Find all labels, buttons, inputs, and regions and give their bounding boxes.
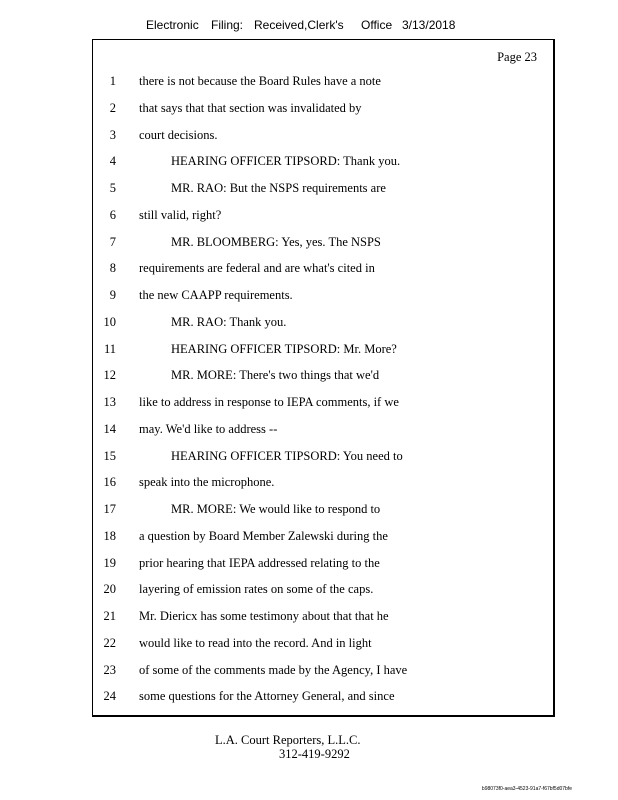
line-text: MR. RAO: But the NSPS requirements are bbox=[171, 181, 386, 195]
transcript-line bbox=[0, 285, 618, 305]
line-text: MR. BLOOMBERG: Yes, yes. The NSPS bbox=[171, 234, 381, 249]
line-text: like to address in response to IEPA comments, if we bbox=[139, 395, 399, 409]
transcript-line bbox=[0, 365, 618, 385]
line-text: HEARING OFFICER TIPSORD: Mr. More? bbox=[171, 341, 397, 356]
line-number: 7 bbox=[109, 234, 116, 249]
transcript-line bbox=[0, 71, 618, 91]
court-reporter-phone: 312-419-9292 bbox=[279, 747, 350, 761]
line-number: 9 bbox=[109, 288, 116, 302]
page-number: Page 23 bbox=[497, 50, 537, 64]
line-number: 22 bbox=[103, 635, 116, 650]
transcript-line bbox=[0, 472, 618, 492]
line-text: there is not because the Board Rules have a note bbox=[139, 74, 381, 88]
transcript-line bbox=[0, 392, 618, 412]
transcript-line bbox=[0, 125, 618, 145]
line-number: 12 bbox=[103, 368, 116, 383]
line-number: 2 bbox=[109, 100, 116, 115]
line-number: 23 bbox=[103, 662, 116, 677]
line-number: 6 bbox=[109, 207, 116, 222]
line-text: requirements are federal and are what's cited in bbox=[139, 261, 375, 276]
line-number: 10 bbox=[103, 314, 116, 329]
line-number: 13 bbox=[103, 395, 116, 409]
line-text: that says that that section was invalidated by bbox=[139, 100, 362, 115]
transcript-line bbox=[0, 98, 618, 118]
line-number: 4 bbox=[109, 154, 116, 169]
filing-stamp-word: Filing: bbox=[211, 18, 244, 32]
line-number: 21 bbox=[103, 609, 116, 623]
transcript-line bbox=[0, 232, 618, 252]
line-text: Mr. Diericx has some testimony about that that he bbox=[139, 609, 389, 623]
line-number: 8 bbox=[109, 261, 116, 276]
transcript-line bbox=[0, 686, 618, 706]
filing-stamp bbox=[146, 18, 466, 36]
transcript-line bbox=[0, 579, 618, 599]
line-text: the new CAAPP requirements. bbox=[139, 288, 293, 302]
line-text: a question by Board Member Zalewski during the bbox=[139, 528, 388, 543]
line-text: court decisions. bbox=[139, 127, 218, 142]
filing-stamp-word: Electronic bbox=[146, 18, 199, 32]
line-number: 14 bbox=[103, 421, 116, 436]
transcript-line bbox=[0, 606, 618, 626]
transcript-line bbox=[0, 419, 618, 439]
transcript-line bbox=[0, 499, 618, 519]
line-text: some questions for the Attorney General, and since bbox=[139, 689, 395, 704]
line-text: of some of the comments made by the Agency, I have bbox=[139, 662, 408, 677]
line-text: still valid, right? bbox=[139, 207, 222, 222]
transcript-line bbox=[0, 258, 618, 278]
filing-stamp-word: Office bbox=[361, 18, 393, 32]
line-number: 24 bbox=[103, 689, 116, 704]
filing-stamp-date: 3/13/2018 bbox=[402, 18, 456, 32]
line-text: HEARING OFFICER TIPSORD: You need to bbox=[171, 448, 403, 463]
line-number: 18 bbox=[103, 528, 116, 543]
transcript-line bbox=[0, 660, 618, 680]
line-text: MR. MORE: We would like to respond to bbox=[171, 502, 381, 516]
line-number: 20 bbox=[103, 582, 116, 597]
transcript-line bbox=[0, 312, 618, 332]
line-number: 1 bbox=[109, 74, 116, 88]
court-reporter-name: L.A. Court Reporters, L.L.C. bbox=[215, 733, 361, 747]
line-text: layering of emission rates on some of the caps. bbox=[139, 582, 374, 597]
line-text: MR. MORE: There's two things that we'd bbox=[171, 368, 380, 383]
transcript-line bbox=[0, 205, 618, 225]
filing-stamp-word: Received,Clerk's bbox=[254, 18, 344, 32]
line-number: 11 bbox=[103, 341, 116, 356]
line-number: 3 bbox=[109, 127, 116, 142]
line-number: 15 bbox=[103, 448, 116, 463]
line-number: 16 bbox=[103, 475, 116, 490]
line-text: would like to read into the record. And in light bbox=[139, 635, 372, 650]
transcript-line bbox=[0, 526, 618, 546]
line-text: HEARING OFFICER TIPSORD: Thank you. bbox=[171, 154, 401, 169]
line-text: speak into the microphone. bbox=[139, 475, 275, 490]
line-number: 17 bbox=[103, 502, 116, 516]
transcript-line bbox=[0, 151, 618, 171]
transcript-line bbox=[0, 446, 618, 466]
line-text: prior hearing that IEPA addressed relating to the bbox=[139, 555, 380, 570]
transcript-line bbox=[0, 553, 618, 573]
document-hash: b98073f0-aea3-4523-91a7-f67bf5d07bfe bbox=[481, 786, 572, 792]
transcript-line bbox=[0, 339, 618, 359]
line-text: may. We'd like to address -- bbox=[139, 421, 278, 436]
transcript-line bbox=[0, 633, 618, 653]
line-number: 5 bbox=[109, 181, 116, 195]
line-text: MR. RAO: Thank you. bbox=[171, 314, 287, 329]
line-number: 19 bbox=[103, 555, 116, 570]
transcript-line bbox=[0, 178, 618, 198]
